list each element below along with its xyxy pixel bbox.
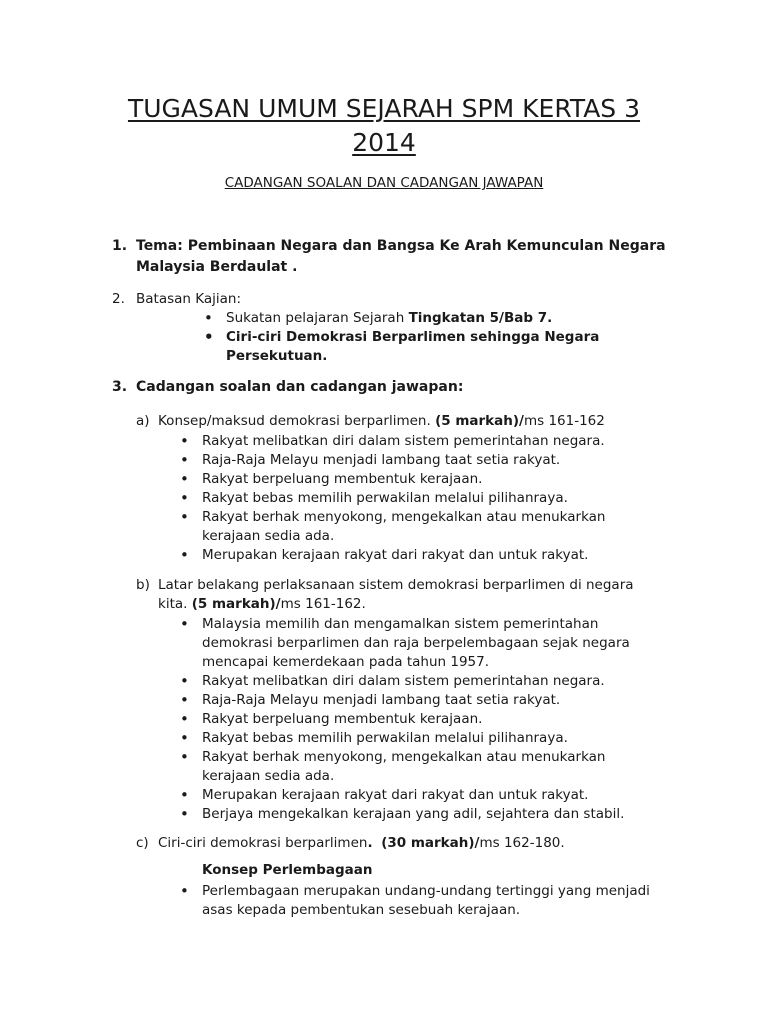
question-a-prompt: Konsep/maksud demokrasi berparlimen. [158,413,436,429]
question-c-label: c) [136,835,149,851]
question-b-pages: ms 161-162. [280,596,366,612]
list-item: • Raja-Raja Melayu menjadi lambang taat setia rakyat. [180,451,640,470]
list-item: • Raja-Raja Melayu menjadi lambang taat setia rakyat. [180,691,640,710]
question-b-text [158,576,656,614]
section-3-number: 3. [112,379,128,395]
title-line-2: 2014 [352,128,416,157]
section-2 [112,290,672,366]
question-a-text [158,412,656,431]
question-c-text [158,834,656,853]
title-line-1: TUGASAN UMUM SEJARAH SPM KERTAS 3 [127,94,641,123]
question-a-pages: ms 161-162 [523,413,605,429]
question-b-marks: (5 markah)/ [191,596,281,612]
question-a-marks: (5 markah)/ [435,413,524,429]
document-title [60,92,708,160]
list-item: • Rakyat berpeluang membentuk kerajaan. [180,710,640,729]
list-item: • Rakyat melibatkan diri dalam sistem pemerintahan negara. [180,432,640,451]
question-c-marks: (30 markah)/ [381,835,480,851]
question-b-prompt: Latar belakang perlaksanaan sistem demokrasi berparlimen di negara kita. [158,577,634,612]
list-item: • Rakyat berpeluang membentuk kerajaan. [180,470,640,489]
section-2-label: Batasan Kajian: [136,291,242,307]
section-1-number: 1. [112,238,128,254]
list-item: • Rakyat berhak menyokong, mengekalkan atau menukarkan kerajaan sedia ada. [180,508,640,546]
list-item: • Rakyat berhak menyokong, mengekalkan atau menukarkan kerajaan sedia ada. [180,748,640,786]
section-1 [112,236,672,278]
section-2-item-1-text: Sukatan pelajaran Sejarah [226,310,409,326]
section-2-list [204,309,672,366]
question-a [136,412,656,565]
question-b-list [180,615,640,824]
section-2-number: 2. [112,291,125,307]
question-a-list [180,432,640,565]
question-c-pages: ms 162-180. [479,835,565,851]
list-item [204,309,672,328]
question-c-list [180,882,670,920]
section-1-text: Tema: Pembinaan Negara dan Bangsa Ke Arah Kemunculan Negara Malaysia Berdaulat . [136,238,666,275]
section-3-text: Cadangan soalan dan cadangan jawapan: [136,379,464,395]
section-3 [112,378,672,397]
section-2-item-2-text: Ciri-ciri Demokrasi Berparlimen sehingga Negara Persekutuan. [226,329,600,364]
list-item: • Berjaya mengekalkan kerajaan yang adil, sejahtera dan stabil. [180,805,640,824]
section-2-item-1-bold: Tingkatan 5/Bab 7. [408,310,553,326]
question-a-label: a) [136,413,150,429]
list-item [204,328,672,366]
list-item: • Rakyat bebas memilih perwakilan melalui pilihanraya. [180,489,640,508]
question-b [136,576,656,824]
question-c [136,834,656,853]
list-item: • Perlembagaan merupakan undang-undang tertinggi yang menjadi asas kepada pembentukan sesebuah kerajaan. [180,882,670,920]
subheading-konsep-perlembagaan: Konsep Perlembagaan [202,862,373,878]
list-item: • Merupakan kerajaan rakyat dari rakyat dan untuk rakyat. [180,786,640,805]
question-c-prompt: Ciri-ciri demokrasi berparlimen [158,835,368,851]
question-b-label: b) [136,577,150,593]
list-item: • Rakyat bebas memilih perwakilan melalui pilihanraya. [180,729,640,748]
list-item: • Merupakan kerajaan rakyat dari rakyat dan untuk rakyat. [180,546,640,565]
document-subtitle: CADANGAN SOALAN DAN CADANGAN JAWAPAN [224,175,544,191]
list-item: • Malaysia memilih dan mengamalkan sistem pemerintahan demokrasi berparlimen dan raja berpelembagaan sejak negara mencapai kemerdekaan pada tahun 1957. [180,615,640,672]
question-c-dot: . [367,835,373,851]
list-item: • Rakyat melibatkan diri dalam sistem pemerintahan negara. [180,672,640,691]
